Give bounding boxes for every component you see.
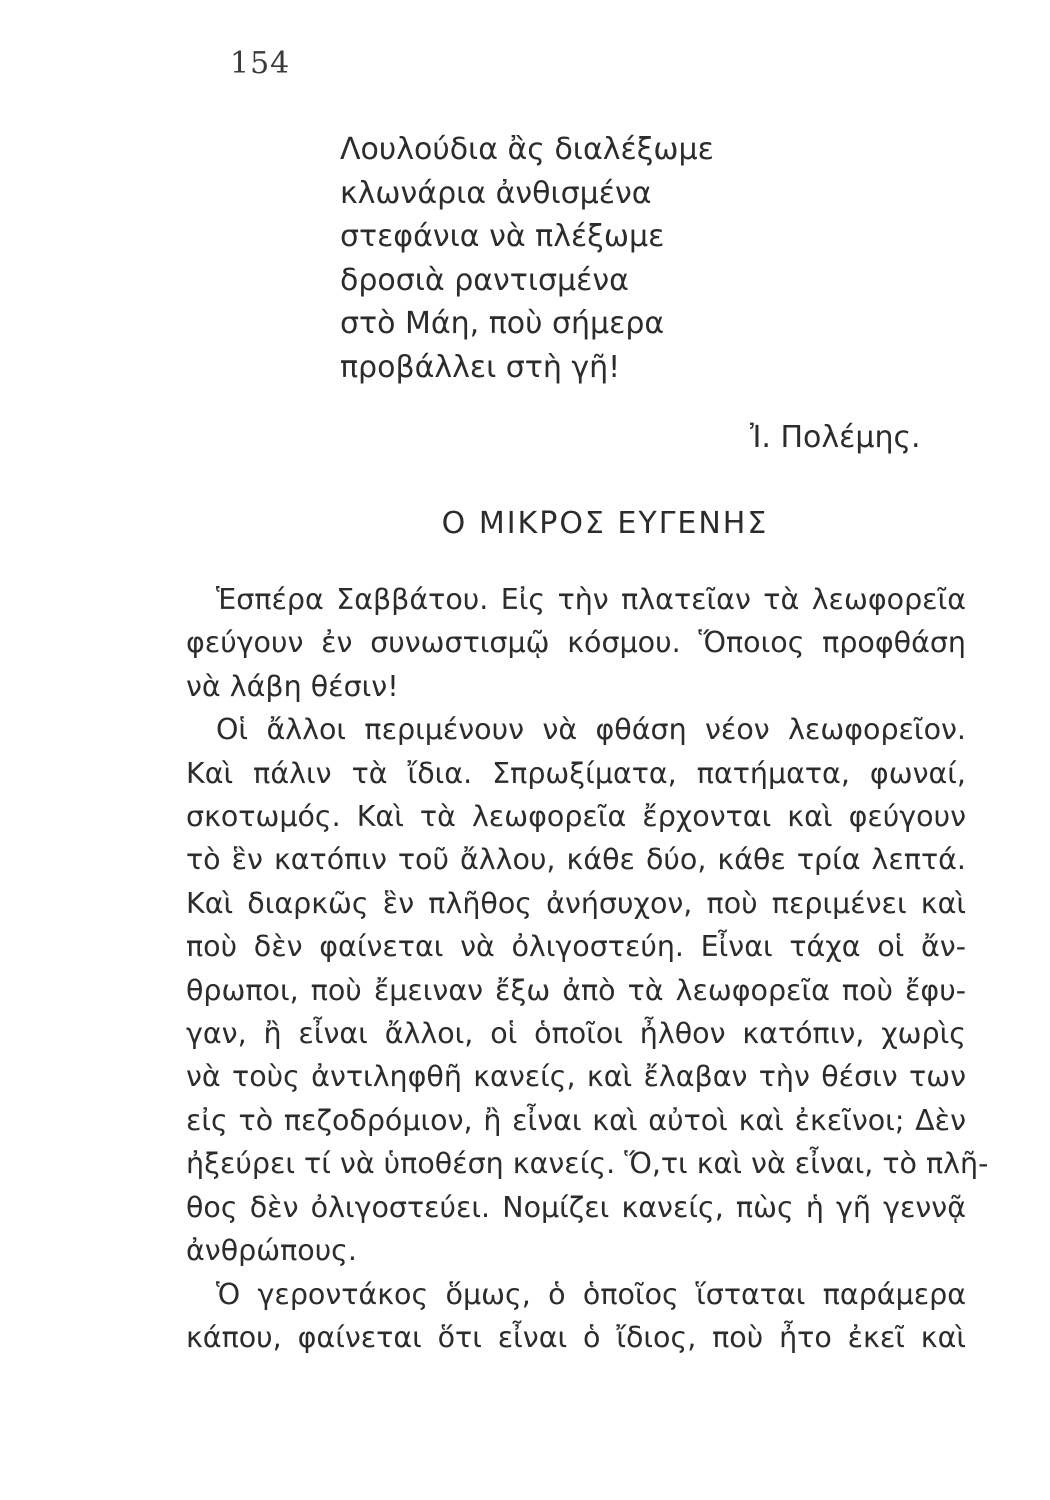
text-line: τὸ ἓν κατόπιν τοῦ ἄλλου, κάθε δύο, κάθε τρία λεπτά. (186, 843, 966, 877)
story-title: Ο ΜΙΚΡΟΣ ΕΥΓΕΝΗΣ (441, 506, 769, 541)
poem-line: στεφάνια νὰ πλέξωμε (340, 219, 665, 254)
text-line: ἀνθρώπους. (186, 1234, 357, 1268)
text-line: Ἑσπέρα Σαββάτου. Εἰς τὴν πλατεῖαν τὰ λεωφορεῖα (216, 583, 966, 616)
text-line: σκοτωμός. Καὶ τὰ λεωφορεῖα ἔρχονται καὶ φεύγουν (186, 800, 966, 834)
text-line: θρωποι, ποὺ ἔμειναν ἔξω ἀπὸ τὰ λεωφορεῖα ποὺ ἔφυ- (186, 973, 966, 1007)
text-line: εἰς τὸ πεζοδρόμιον, ἢ εἶναι καὶ αὐτοὶ καὶ ἐκεῖνοι; Δὲν (186, 1103, 966, 1137)
text-line: γαν, ἢ εἶναι ἄλλοι, οἱ ὁποῖοι ἦλθον κατόπιν, χωρὶς (186, 1017, 966, 1051)
poem (340, 128, 940, 389)
text-line: φεύγουν ἐν συνωστισμῷ κόσμου. Ὅποιος προφθάση (186, 626, 966, 660)
text-line: νὰ λάβη θέσιν! (186, 669, 399, 703)
poem-line: προβάλλει στὴ γῆ! (340, 349, 621, 385)
text-line: Ὁ γεροντάκος ὅμως, ὁ ὁποῖος ἵσταται παράμερα (216, 1277, 966, 1311)
poem-line: κλωνάρια ἀνθισμένα (340, 175, 652, 211)
text-line: κάπου, φαίνεται ὅτι εἶναι ὁ ἴδιος, ποὺ ἦτο ἐκεῖ καὶ (186, 1320, 966, 1354)
text-line: Καὶ πάλιν τὰ ἴδια. Σπρωξίματα, πατήματα, φωναί, (186, 756, 966, 790)
poem-line: στὸ Μάη, ποὺ σήμερα (340, 306, 665, 341)
text-line: Καὶ διαρκῶς ἓν πλῆθος ἀνήσυχον, ποὺ περιμένει καὶ (186, 886, 966, 920)
poem-signature: Ἰ. Πολέμης. (750, 420, 921, 455)
page-number: 154 (230, 46, 291, 81)
poem-line: δροσιὰ ραντισμένα (340, 262, 629, 298)
poem-line: Λουλούδια ἂς διαλέξωμε (340, 132, 714, 167)
text-line: θος δὲν ὀλιγοστεύει. Νομίζει κανείς, πὼς ἡ γῆ γεννᾷ (186, 1190, 966, 1224)
text-line: ἠξεύρει τί νὰ ὑποθέση κανείς. Ὅ,τι καὶ νὰ εἶναι, τὸ πλῆ- (186, 1147, 989, 1181)
text-line: ποὺ δὲν φαίνεται νὰ ὀλιγοστεύη. Εἶναι τάχα οἱ ἄν- (186, 930, 966, 964)
text-line: νὰ τοὺς ἀντιληφθῆ κανείς, καὶ ἔλαβαν τὴν θέσιν των (186, 1060, 966, 1094)
text-line: Οἱ ἄλλοι περιμένουν νὰ φθάση νέον λεωφορεῖον. (216, 713, 966, 747)
story-text (186, 578, 989, 1359)
